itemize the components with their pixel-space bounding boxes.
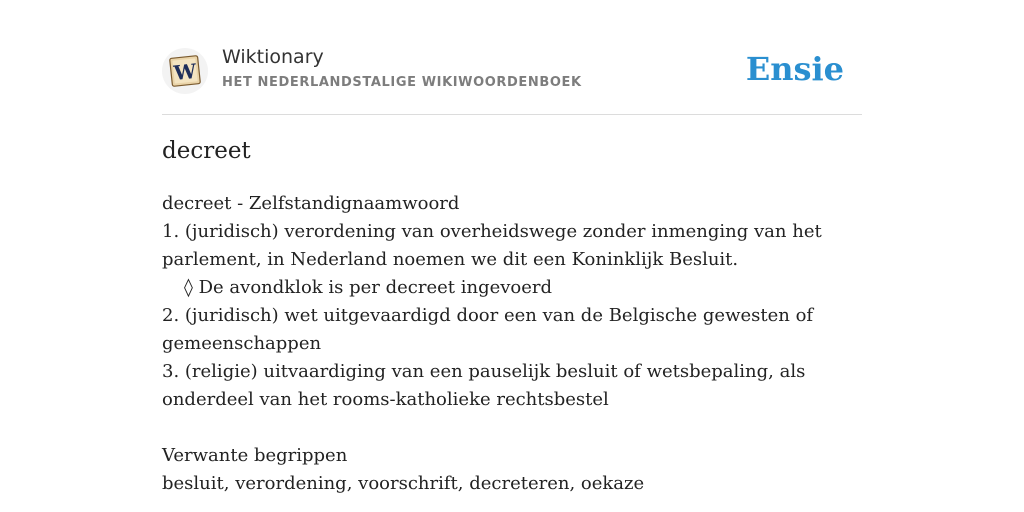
brand-subtitle: HET NEDERLANDSTALIGE WIKIWOORDENBOEK — [222, 75, 582, 90]
spacer — [162, 414, 862, 442]
definition-1: 1. (juridisch) verordening van overheidswege zonder inmenging van het parlement, in Nederland noemen we dit een Koninklijk Besluit. — [162, 221, 822, 270]
ensie-logo[interactable]: Ensie — [745, 50, 844, 88]
example-sentence: ◊ De avondklok is per decreet ingevoerd — [184, 277, 553, 298]
definition-3: 3. (religie) uitvaardiging van een pauselijk besluit of wetsbepaling, als onderdeel van het rooms-katholieke rechtsbestel — [162, 361, 806, 410]
related-heading: Verwante begrippen — [162, 445, 348, 466]
page-title: decreet — [162, 138, 251, 164]
site-header — [162, 44, 862, 115]
part-of-speech-line: decreet - Zelfstandignaamwoord — [162, 193, 460, 214]
entry-content — [162, 190, 862, 498]
related-terms: besluit, verordening, voorschrift, decreteren, oekaze — [162, 473, 645, 494]
wiktionary-logo-icon[interactable] — [162, 48, 208, 94]
svg-text:W: W — [172, 58, 198, 86]
definition-2: 2. (juridisch) wet uitgevaardigd door een van de Belgische gewesten of gemeenschappen — [162, 305, 814, 354]
brand-title[interactable]: Wiktionary — [222, 46, 324, 68]
